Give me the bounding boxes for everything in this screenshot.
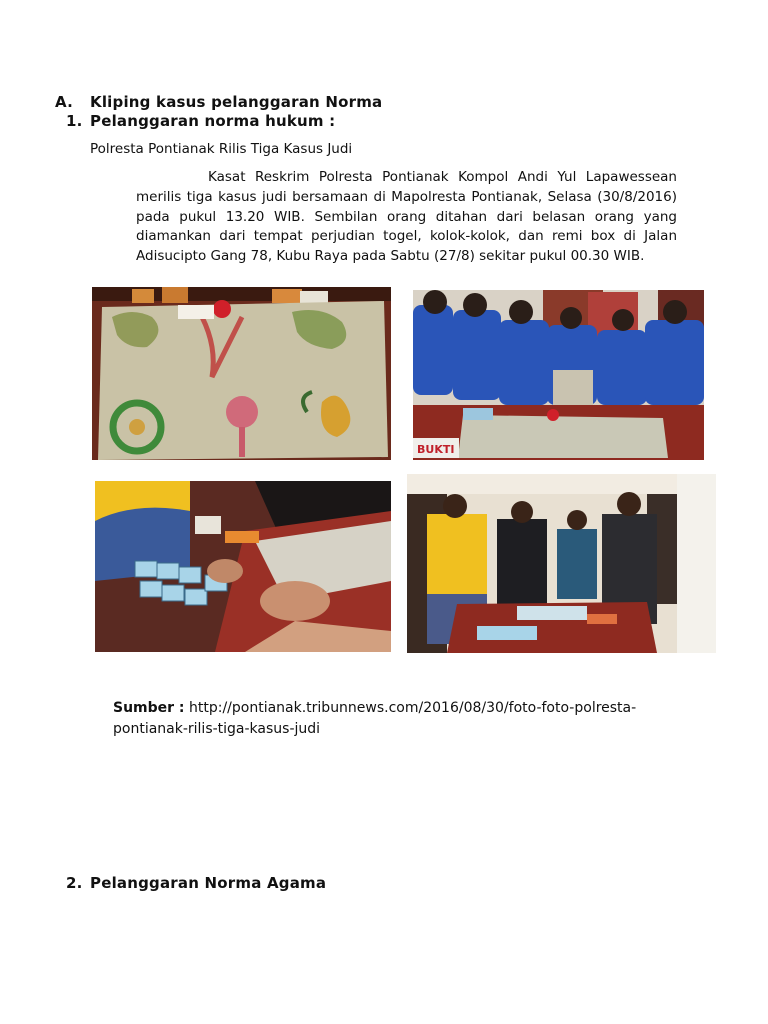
- photo-sign-text: BUKTI: [417, 443, 455, 456]
- section-a-heading: [55, 93, 73, 111]
- item-1-title: Pelanggaran norma hukum :: [90, 112, 336, 130]
- source-url-line-2: pontianak-rilis-tiga-kasus-judi: [113, 721, 321, 737]
- photo-suspects-lineup: [413, 290, 704, 460]
- photo-gambling-mat: [92, 287, 391, 460]
- item-1-marker: 1.: [66, 112, 83, 130]
- article-headline: Polresta Pontianak Rilis Tiga Kasus Judi: [90, 141, 353, 157]
- article-body: Kasat Reskrim Polresta Pontianak Kompol Andi Yul Lapawessean merilis tiga kasus judi bersamaan di Mapolresta Pontianak, Selasa (30/8/2016) pada pukul 13.20 WIB. Sembilan orang ditahan dari belasan orang yang diamankan dari tempat perjudian togel, kolok-kolok, dan remi box di Jalan Adisucipto Gang 78, Kubu Raya pada Sabtu (27/8) sekitar pukul 00.30 WIB.: [136, 169, 677, 265]
- section-a-title: Kliping kasus pelanggaran Norma: [90, 93, 383, 111]
- item-2-title: Pelanggaran Norma Agama: [90, 874, 327, 892]
- source-citation: [113, 698, 688, 740]
- source-label: Sumber :: [113, 700, 185, 716]
- source-url-line-1: http://pontianak.tribunnews.com/2016/08/30/foto-foto-polresta-: [188, 700, 637, 716]
- item-2-marker: 2.: [66, 874, 83, 892]
- section-a-marker: A.: [55, 93, 73, 111]
- photo-officers-table: [407, 474, 716, 653]
- photo-cards-evidence: [95, 481, 391, 652]
